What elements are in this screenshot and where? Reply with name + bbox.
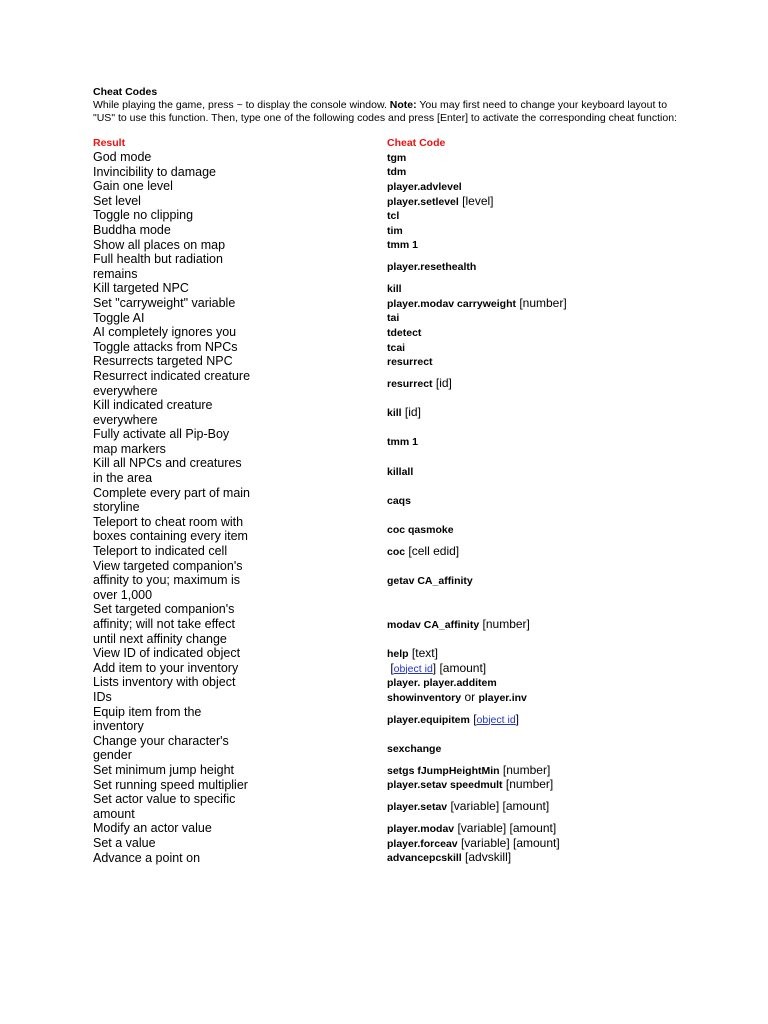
table-row — [0, 705, 768, 734]
intro-note-label: Note: — [389, 99, 417, 111]
cheat-code-cell — [387, 486, 411, 515]
cheat-code-cell — [387, 194, 494, 209]
cheat-code-line — [387, 194, 494, 209]
table-row — [0, 559, 768, 603]
cheat-argument: [number] — [499, 762, 551, 777]
table-row — [0, 778, 768, 793]
cheat-code-cell — [387, 675, 527, 704]
cheat-code-line — [387, 179, 462, 194]
table-row — [0, 836, 768, 851]
cheat-code-line — [387, 281, 402, 296]
cheat-table — [0, 150, 768, 865]
cheat-code-cell — [387, 311, 399, 326]
intro-text-2: You may first need to change your keyboard layout to "US" to use this function. Then, type one of the following codes and press [Enter] to activate the corresponding cheat function: — [93, 99, 677, 124]
table-row — [0, 340, 768, 355]
cheat-code-line — [387, 325, 421, 340]
cheat-code-line — [387, 777, 553, 792]
cheat-code-line — [387, 522, 454, 537]
cheat-code-cell — [387, 559, 473, 603]
result-cell: Add item to your inventory — [93, 660, 239, 675]
cheat-argument: [advskill] — [461, 850, 512, 865]
cheat-code-cell — [387, 165, 406, 180]
cheat-command: sexchange — [387, 742, 442, 755]
table-row — [0, 646, 768, 661]
result-cell: Kill indicated creature everywhere — [93, 398, 213, 427]
cheat-code-line — [387, 544, 459, 559]
cheat-code-cell — [387, 296, 567, 311]
table-row — [0, 325, 768, 340]
table-row — [0, 851, 768, 866]
result-cell: Set level — [93, 193, 141, 208]
cheat-code-cell — [387, 734, 441, 763]
cheat-command: player.setlevel — [387, 195, 459, 208]
cheat-command: player.resethealth — [387, 261, 477, 274]
cheat-command: player.setav — [387, 801, 448, 814]
cheat-argument: [ — [387, 660, 394, 675]
cheat-code-line — [387, 763, 550, 778]
table-row — [0, 252, 768, 281]
cheat-code-line — [387, 493, 411, 508]
table-row — [0, 661, 768, 676]
result-cell: AI completely ignores you — [93, 325, 237, 340]
cheat-command: tcl — [387, 210, 400, 223]
cheat-code-line — [387, 712, 519, 727]
cheat-code-cell — [387, 821, 556, 836]
cheat-command: tdm — [387, 166, 407, 179]
result-cell: Modify an actor value — [93, 821, 212, 836]
cheat-code-cell — [387, 325, 421, 340]
cheat-code-cell — [387, 208, 399, 223]
result-cell: Set actor value to specific amount — [93, 792, 236, 821]
cheat-command: resurrect — [387, 378, 433, 390]
cheat-code-line — [387, 340, 405, 355]
cheat-code-cell — [387, 252, 476, 281]
cheat-code-cell — [387, 238, 418, 253]
result-cell: Resurrects targeted NPC — [93, 354, 233, 369]
result-cell: Toggle AI — [93, 310, 145, 325]
cheat-code-cell — [387, 398, 421, 427]
table-row — [0, 369, 768, 398]
result-cell: Fully activate all Pip-Boy map markers — [93, 427, 230, 456]
result-cell: Kill all NPCs and creatures in the area — [93, 456, 242, 486]
cheat-command: kill — [387, 283, 402, 296]
result-cell: Advance a point on — [93, 850, 201, 865]
cheat-command: setgs fJumpHeightMin — [387, 764, 500, 777]
cheat-code-cell — [387, 150, 406, 165]
cheat-code-cell — [387, 705, 519, 734]
cheat-code-line — [387, 741, 441, 756]
cheat-argument: [ — [469, 711, 477, 726]
cheat-command: player.modav — [387, 823, 455, 836]
cheat-argument: [number] — [502, 777, 554, 792]
cheat-command: player.advlevel — [387, 180, 462, 193]
result-cell: Set running speed multiplier — [93, 777, 248, 792]
cheat-command: tcai — [387, 341, 406, 354]
cheat-command: showinventory — [387, 691, 462, 704]
table-row — [0, 675, 768, 704]
table-row — [0, 194, 768, 209]
cheat-command: help — [387, 647, 409, 660]
cheat-code-cell — [387, 646, 438, 661]
result-cell: Buddha mode — [93, 222, 171, 237]
result-cell: Equip item from the inventory — [93, 704, 202, 734]
cheat-code-cell — [387, 515, 454, 544]
result-cell: Teleport to cheat room with boxes containing every item — [93, 514, 248, 544]
table-row — [0, 544, 768, 559]
result-cell: Toggle attacks from NPCs — [93, 339, 238, 354]
result-cell: Teleport to indicated cell — [93, 544, 228, 559]
cheat-code-cell — [387, 836, 560, 851]
cheat-command: getav CA_affinity — [387, 575, 473, 588]
cheat-code-line — [387, 646, 438, 661]
cheat-command: player. player.additem — [387, 676, 497, 689]
cheat-argument: ] — [515, 711, 519, 726]
result-cell: Invincibility to damage — [93, 164, 216, 179]
cheat-argument: [variable] [amount] — [447, 799, 550, 814]
cheat-argument: [number] — [515, 295, 567, 310]
table-row — [0, 427, 768, 456]
cheat-command: advancepcskill — [387, 852, 462, 865]
cheat-code-line — [387, 617, 530, 632]
result-cell: Complete every part of main storyline — [93, 485, 251, 515]
cheat-argument: [id] — [401, 405, 421, 420]
cheat-argument: [id] — [432, 376, 452, 390]
cheat-command: player.inv — [478, 691, 527, 704]
cheat-code-cell — [387, 369, 452, 398]
table-row — [0, 296, 768, 311]
result-cell: Set targeted companion's affinity; will not take effect until next affinity change — [93, 602, 235, 646]
cheat-code-line — [387, 850, 511, 865]
cheat-code-line — [387, 354, 433, 369]
cheat-code-line — [387, 259, 476, 274]
cheat-command: kill — [387, 407, 402, 420]
cheat-argument: ] [amount] — [432, 660, 487, 675]
result-cell: Resurrect indicated creature everywhere — [93, 368, 251, 398]
cheat-code-line — [387, 464, 413, 479]
cheat-code-cell — [387, 661, 486, 676]
result-cell: Set minimum jump height — [93, 762, 235, 777]
cheat-argument: [variable] [amount] — [454, 821, 557, 836]
cheat-code-line — [387, 405, 421, 420]
table-row — [0, 456, 768, 485]
table-row — [0, 311, 768, 326]
table-row — [0, 734, 768, 763]
cheat-code-cell — [387, 778, 553, 793]
cheat-command: player.equipitem — [387, 713, 470, 726]
cheat-code-cell — [387, 544, 459, 559]
cheat-argument: [text] — [408, 645, 438, 660]
result-cell: View ID of indicated object — [93, 646, 241, 661]
result-cell: Show all places on map — [93, 237, 226, 252]
result-cell: God mode — [93, 150, 152, 164]
cheat-code-line — [387, 208, 399, 223]
table-row — [0, 223, 768, 238]
result-cell: Toggle no clipping — [93, 208, 194, 223]
cheat-argument: [cell edid] — [405, 543, 460, 558]
intro-paragraph — [93, 99, 678, 124]
cheat-command: tmm 1 — [387, 436, 418, 449]
cheat-code-cell — [387, 223, 403, 238]
cheat-command: tgm — [387, 151, 407, 164]
table-row — [0, 238, 768, 253]
cheat-code-cell — [387, 281, 402, 296]
cheat-code-line — [387, 675, 497, 690]
table-row — [0, 179, 768, 194]
result-cell: Change your character's gender — [93, 733, 229, 763]
cheat-command: caqs — [387, 494, 411, 507]
cheat-code-line — [387, 296, 567, 311]
intro-text-1: While playing the game, press ~ to display the console window. — [93, 99, 390, 111]
cheat-code-line — [387, 310, 399, 325]
cheat-command: player.forceav — [387, 837, 458, 850]
cheat-code-line — [387, 223, 403, 238]
cheat-code-line — [387, 821, 556, 836]
cheat-code-line — [387, 661, 486, 676]
cheat-code-line — [387, 164, 406, 179]
cheat-code-cell — [387, 851, 511, 866]
document-title: Cheat Codes — [93, 86, 158, 98]
table-row — [0, 208, 768, 223]
cheat-code-cell — [387, 792, 549, 821]
cheat-argument: [level] — [458, 193, 494, 208]
cheat-command: resurrect — [387, 356, 433, 369]
result-cell: Kill targeted NPC — [93, 281, 189, 296]
cheat-code-line — [387, 836, 560, 851]
table-row — [0, 398, 768, 427]
cheat-code-cell — [387, 179, 462, 194]
cheat-command: player.setav speedmult — [387, 779, 503, 792]
cheat-code-cell — [387, 427, 418, 456]
cheat-command: player.modav carryweight — [387, 297, 516, 310]
cheat-argument: [number] — [479, 616, 530, 631]
result-cell: Gain one level — [93, 179, 173, 194]
cheat-code-line — [387, 150, 406, 165]
cheat-command: coc qasmoke — [387, 523, 454, 536]
table-row — [0, 486, 768, 515]
table-row — [0, 792, 768, 821]
result-cell: View targeted companion's affinity to you; maximum is over 1,000 — [93, 558, 243, 602]
table-row — [0, 763, 768, 778]
cheat-code-cell — [387, 456, 413, 485]
cheat-code-cell — [387, 354, 433, 369]
object-id-link[interactable]: object id — [476, 713, 516, 726]
cheat-code-cell — [387, 763, 550, 778]
cheat-command: tim — [387, 224, 403, 237]
cheat-command: tmm 1 — [387, 239, 418, 252]
result-cell: Lists inventory with object IDs — [93, 675, 236, 704]
result-column-header: Result — [93, 137, 126, 149]
cheat-code-cell — [387, 340, 405, 355]
table-row — [0, 165, 768, 180]
cheat-command: coc — [387, 545, 406, 558]
cheat-command: killall — [387, 465, 414, 478]
table-row — [0, 821, 768, 836]
cheat-argument: [variable] [amount] — [457, 835, 560, 850]
table-row — [0, 515, 768, 544]
cheat-code-line — [387, 237, 418, 252]
table-row — [0, 354, 768, 369]
cheat-code-line — [387, 376, 452, 391]
cheat-command: tai — [387, 312, 400, 325]
object-id-link[interactable]: object id — [393, 662, 433, 675]
cheat-code-line — [387, 690, 527, 705]
cheat-command: tdetect — [387, 326, 422, 339]
cheat-code-column-header: Cheat Code — [387, 137, 446, 149]
cheat-argument: or — [461, 689, 479, 704]
result-cell: Set a value — [93, 835, 156, 850]
cheat-code-line — [387, 434, 418, 449]
result-cell: Full health but radiation remains — [93, 252, 223, 281]
cheat-code-line — [387, 799, 549, 814]
table-row — [0, 602, 768, 646]
result-cell: Set "carryweight" variable — [93, 295, 236, 310]
cheat-code-line — [387, 573, 473, 588]
table-row — [0, 281, 768, 296]
cheat-command: modav CA_affinity — [387, 618, 480, 631]
cheat-code-cell — [387, 602, 530, 646]
table-row — [0, 150, 768, 165]
